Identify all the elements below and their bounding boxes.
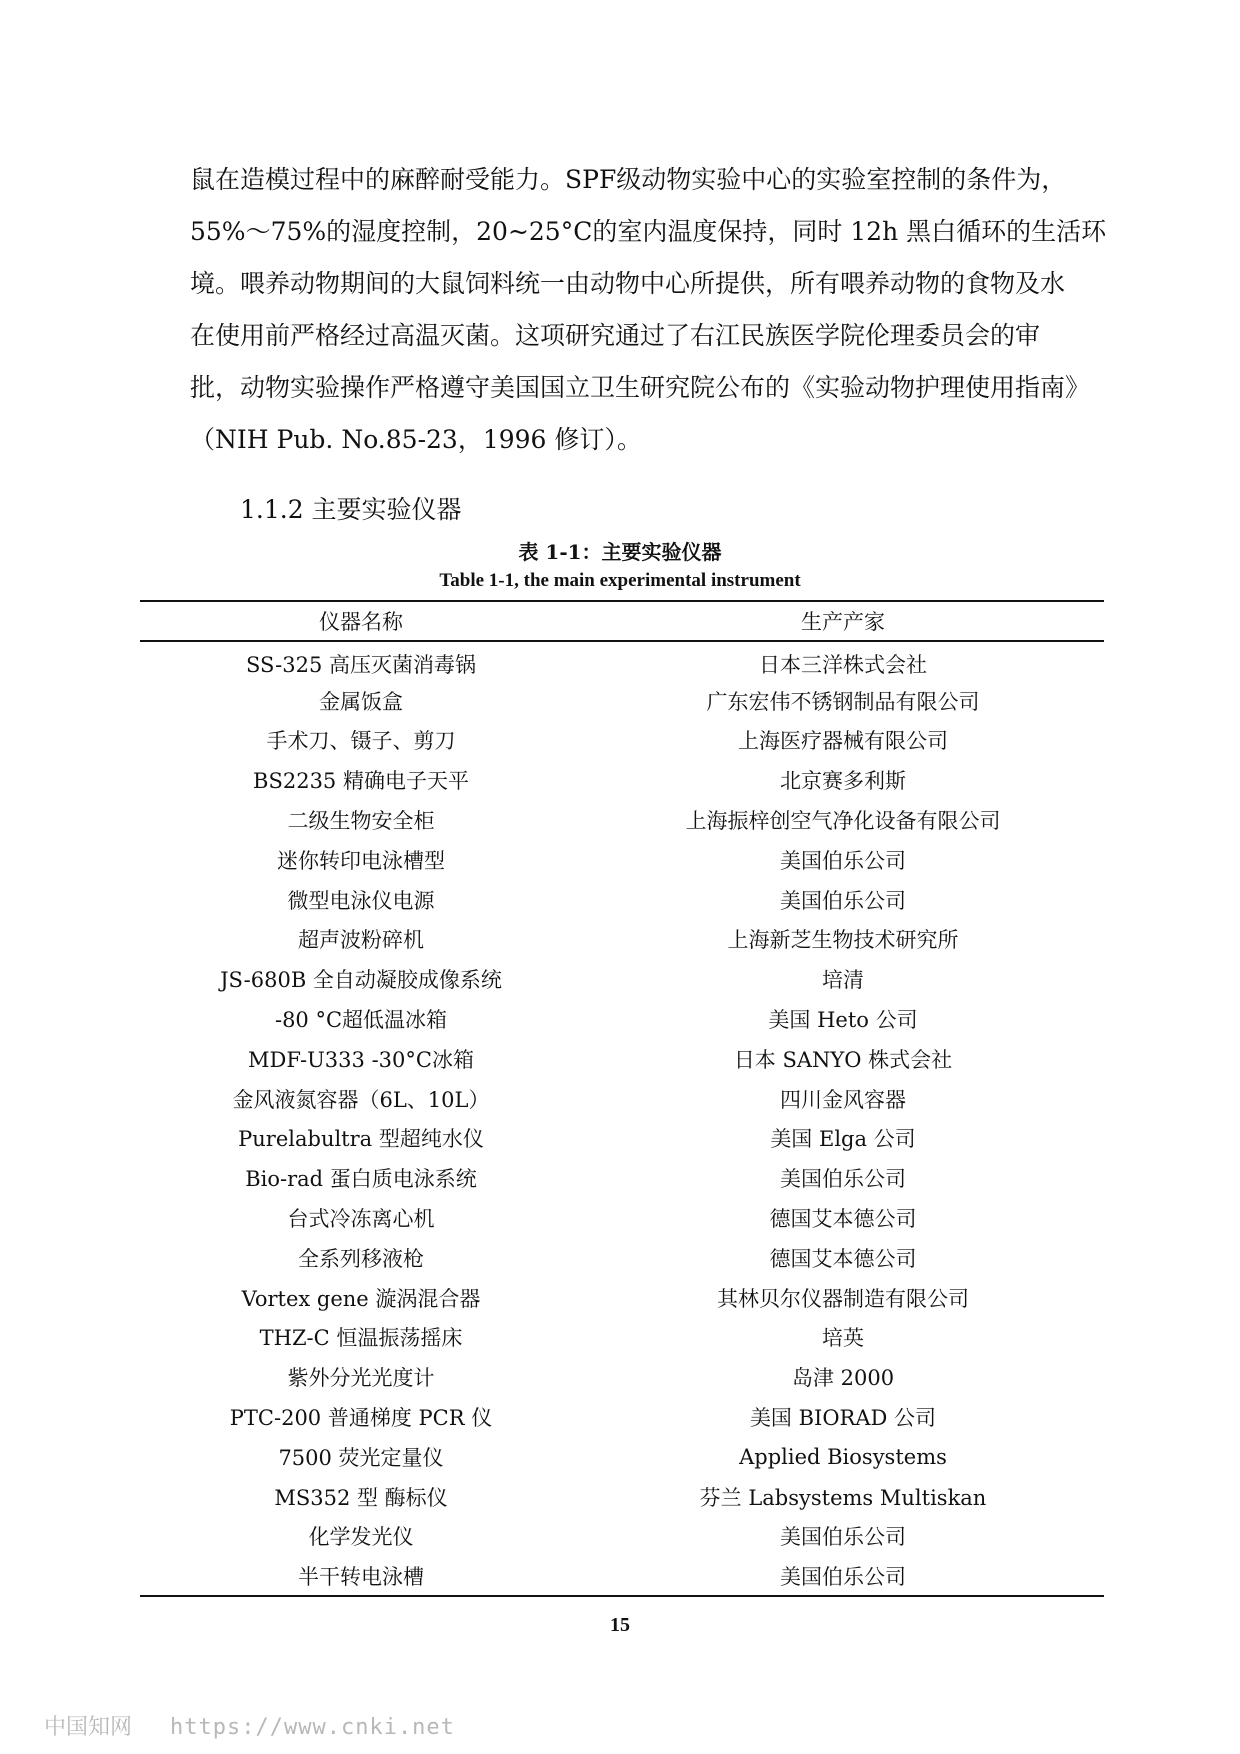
manufacturer-cell: 德国艾本德公司	[769, 1246, 917, 1271]
instrument-name-cell: 紫外分光光度计	[287, 1366, 435, 1391]
instrument-name-cell: SS-325 高压灭菌消毒锅	[245, 653, 477, 678]
manufacturer-cell: 美国 Heto 公司	[768, 1008, 918, 1033]
instrument-table	[140, 600, 1104, 1597]
manufacturer-cell: 上海振梓创空气净化设备有限公司	[685, 809, 1001, 834]
instrument-name-cell: 半干转电泳槽	[298, 1564, 424, 1589]
table-row	[140, 800, 1104, 840]
table-row	[140, 1039, 1104, 1079]
instrument-name-cell: Vortex gene 漩涡混合器	[241, 1286, 481, 1311]
table-header-row	[140, 601, 1104, 641]
table-row	[140, 1556, 1104, 1596]
instrument-name-cell: 超声波粉碎机	[298, 928, 424, 953]
instrument-name-cell: 7500 荧光定量仪	[278, 1445, 444, 1470]
table-caption-zh: 表 1-1：主要实验仪器	[518, 540, 722, 564]
instrument-name-cell: 金风液氮容器（6L、10L）	[232, 1087, 490, 1112]
table-row	[140, 840, 1104, 880]
table-row	[140, 1119, 1104, 1159]
manufacturer-cell: 培清	[822, 968, 864, 993]
table-row	[140, 1158, 1104, 1198]
table-row	[140, 1437, 1104, 1477]
header-manufacturer: 生产产家	[801, 610, 885, 634]
watermark-site: https://www.cnki.net	[170, 1715, 455, 1740]
watermark	[44, 1710, 455, 1741]
manufacturer-cell: 四川金风容器	[780, 1087, 906, 1112]
table-row	[140, 1357, 1104, 1397]
instrument-name-cell: Bio-rad 蛋白质电泳系统	[245, 1167, 477, 1192]
table-row	[140, 1198, 1104, 1238]
table-row	[140, 1477, 1104, 1517]
manufacturer-cell: 北京赛多利斯	[780, 769, 906, 794]
instrument-name-cell: Purelabultra 型超纯水仪	[238, 1127, 484, 1152]
manufacturer-cell: 美国伯乐公司	[780, 1564, 906, 1589]
manufacturer-cell: 美国伯乐公司	[780, 1167, 906, 1192]
watermark-name: 中国知网	[44, 1715, 133, 1740]
header-instrument-name: 仪器名称	[319, 610, 403, 634]
manufacturer-cell: 德国艾本德公司	[769, 1207, 917, 1232]
instrument-name-cell: MDF-U333 -30°C冰箱	[248, 1047, 474, 1072]
manufacturer-cell: 美国伯乐公司	[780, 848, 906, 873]
table-row	[140, 959, 1104, 999]
manufacturer-cell: 美国 BIORAD 公司	[749, 1406, 937, 1431]
manufacturer-cell: 上海医疗器械有限公司	[738, 729, 948, 754]
table-caption-en: Table 1-1, the main experimental instrument	[439, 570, 801, 591]
manufacturer-cell: 其林贝尔仪器制造有限公司	[717, 1286, 969, 1311]
manufacturer-cell: 岛津 2000	[791, 1366, 895, 1391]
table-row	[140, 1238, 1104, 1278]
table-row	[140, 1318, 1104, 1358]
paragraph-line: 鼠在造模过程中的麻醉耐受能力。SPF级动物实验中心的实验室控制的条件为，	[190, 165, 1067, 194]
instrument-name-cell: THZ-C 恒温振荡摇床	[259, 1326, 463, 1351]
manufacturer-cell: 日本三洋株式会社	[759, 653, 927, 678]
manufacturer-cell: 美国伯乐公司	[780, 888, 906, 913]
table-row	[140, 999, 1104, 1039]
table-row	[140, 721, 1104, 761]
body-paragraph	[190, 154, 1107, 466]
instrument-name-cell: BS2235 精确电子天平	[253, 769, 469, 794]
instrument-name-cell: 化学发光仪	[308, 1525, 414, 1550]
paragraph-line: 55%～75%的湿度控制，20~25°C的室内温度保持，同时 12h 黑白循环的生活环	[190, 217, 1107, 246]
instrument-name-cell: 迷你转印电泳槽型	[277, 848, 445, 873]
manufacturer-cell: 广东宏伟不锈钢制品有限公司	[706, 689, 980, 714]
instrument-name-cell: JS-680B 全自动凝胶成像系统	[220, 968, 502, 993]
paragraph-line: 批，动物实验操作严格遵守美国国立卫生研究院公布的《实验动物护理使用指南》	[190, 373, 1091, 402]
manufacturer-cell: 美国伯乐公司	[780, 1525, 906, 1550]
manufacturer-cell: 上海新芝生物技术研究所	[727, 928, 959, 953]
table-row	[140, 1079, 1104, 1119]
instrument-name-cell: 台式冷冻离心机	[287, 1207, 435, 1232]
manufacturer-cell: 芬兰 Labsystems Multiskan	[699, 1485, 987, 1510]
page-number: 15	[610, 1614, 630, 1636]
instrument-name-cell: 全系列移液枪	[298, 1246, 424, 1271]
section-heading: 1.1.2 主要实验仪器	[240, 495, 462, 524]
instrument-name-cell: -80 °C超低温冰箱	[274, 1008, 448, 1033]
instrument-name-cell: 微型电泳仪电源	[287, 888, 435, 913]
manufacturer-cell: 美国 Elga 公司	[770, 1127, 916, 1152]
table-row	[140, 681, 1104, 721]
table-row	[140, 1517, 1104, 1557]
paragraph-line: （NIH Pub. No.85-23，1996 修订）。	[190, 425, 642, 454]
instrument-name-cell: MS352 型 酶标仪	[274, 1485, 448, 1510]
manufacturer-cell: 日本 SANYO 株式会社	[733, 1047, 953, 1072]
table-row	[140, 760, 1104, 800]
instrument-name-cell: 手术刀、镊子、剪刀	[266, 729, 456, 754]
instrument-name-cell: PTC-200 普通梯度 PCR 仪	[229, 1406, 493, 1431]
paragraph-line: 在使用前严格经过高温灭菌。这项研究通过了右江民族医学院伦理委员会的审	[190, 321, 1041, 350]
instrument-name-cell: 二级生物安全柜	[287, 809, 435, 834]
instrument-name-cell: 金属饭盒	[319, 689, 403, 714]
table-row	[140, 880, 1104, 920]
table-row	[140, 920, 1104, 960]
table-row	[140, 641, 1104, 681]
paragraph-line: 境。喂养动物期间的大鼠饲料统一由动物中心所提供，所有喂养动物的食物及水	[190, 269, 1066, 298]
manufacturer-cell: 培英	[822, 1326, 864, 1351]
table-row	[140, 1278, 1104, 1318]
manufacturer-cell: Applied Biosystems	[739, 1444, 947, 1469]
table-row	[140, 1397, 1104, 1437]
